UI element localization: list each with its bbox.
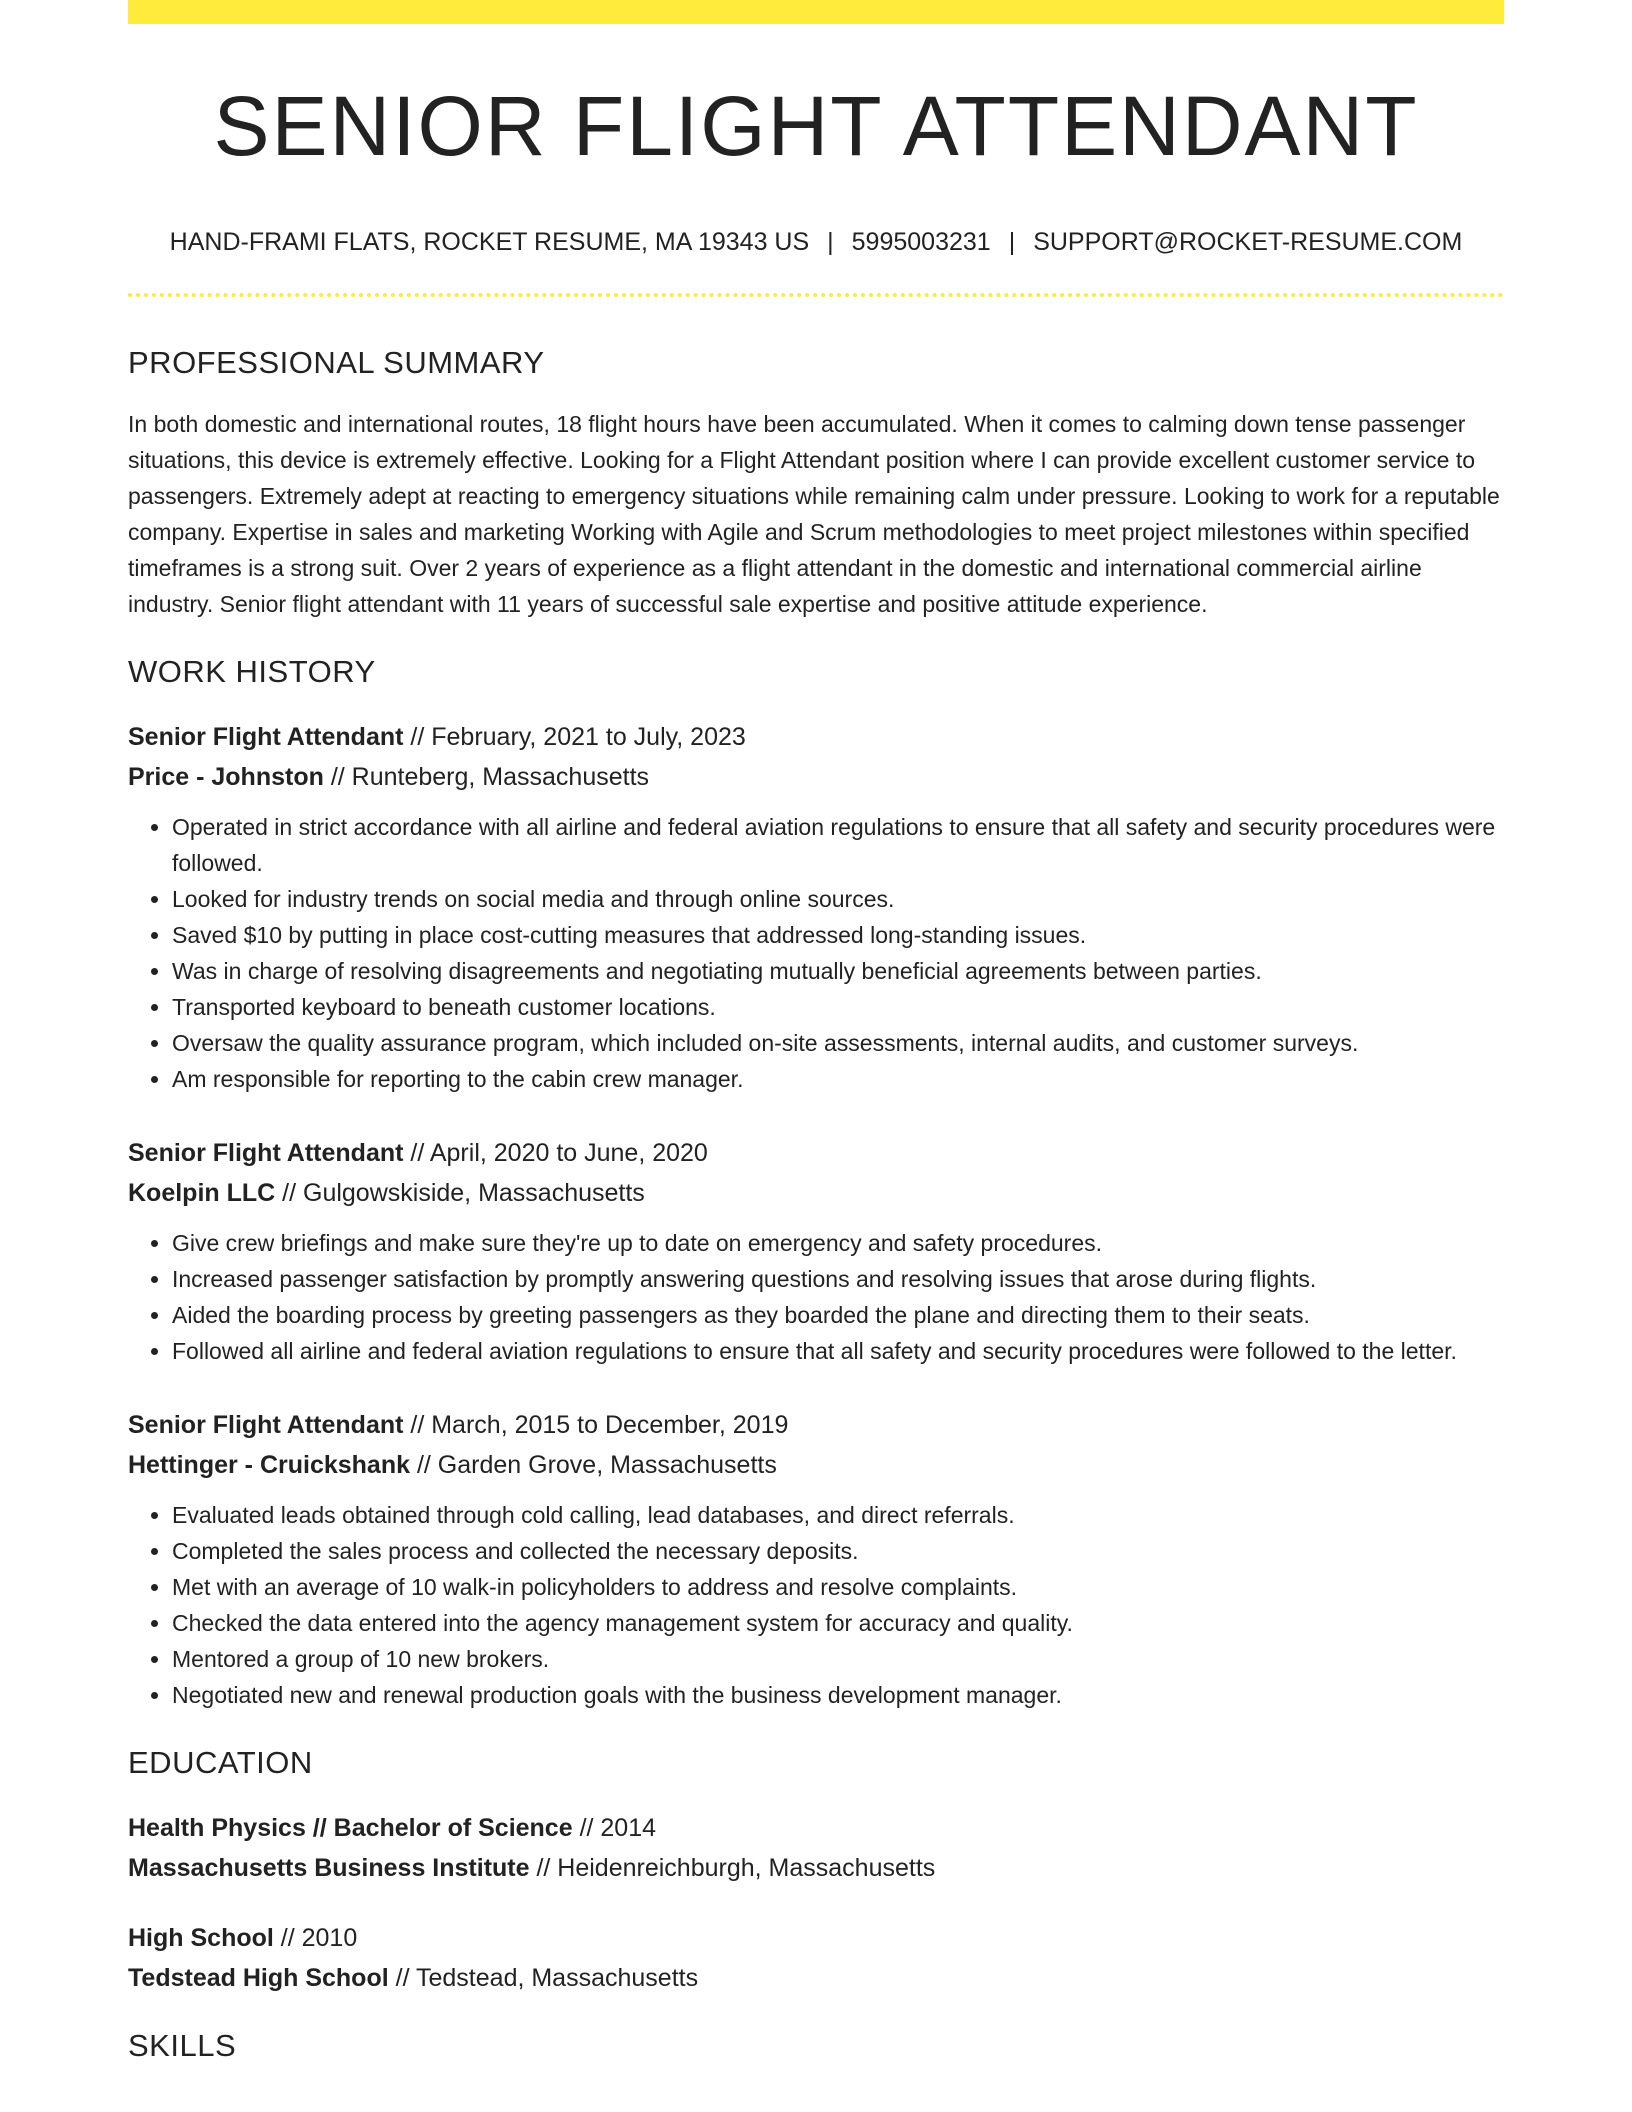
list-item: • Increased passenger satisfaction by promptly answering questions and resolving issues that arose during flights.: [172, 1261, 1504, 1297]
work-history-heading: WORK HISTORY: [128, 654, 376, 689]
job-company: Koelpin LLC: [128, 1179, 276, 1207]
list-item: • Looked for industry trends on social media and through online sources.: [172, 881, 1504, 917]
phone: 5995003231: [851, 228, 991, 256]
job-role: Senior Flight Attendant: [128, 1411, 404, 1439]
contact-separator: |: [1008, 228, 1016, 256]
graduation-year: // 2014: [572, 1814, 657, 1842]
school-line: [128, 1848, 1504, 1888]
school-name: Massachusetts Business Institute: [128, 1854, 530, 1882]
job-company-line: [128, 1173, 1504, 1213]
degree: Health Physics // Bachelor of Science: [128, 1814, 573, 1842]
job-company: Price - Johnston: [128, 763, 324, 791]
list-item: • Met with an average of 10 walk-in policyholders to address and resolve complaints.: [172, 1569, 1504, 1605]
job-title-line: [128, 717, 1504, 757]
school-location: // Heidenreichburgh, Massachusetts: [529, 1854, 936, 1882]
job-dates: // February, 2021 to July, 2023: [403, 723, 746, 751]
list-item: • Saved $10 by putting in place cost-cutting measures that addressed long-standing issues.: [172, 917, 1504, 953]
job-dates: // March, 2015 to December, 2019: [403, 1411, 789, 1439]
divider: [128, 293, 1504, 297]
resume-page: [128, 0, 1504, 2061]
job-company-line: [128, 757, 1504, 797]
job-title-line: [128, 1133, 1504, 1173]
summary-heading: PROFESSIONAL SUMMARY: [128, 345, 545, 380]
list-item: • Evaluated leads obtained through cold calling, lead databases, and direct referrals.: [172, 1497, 1504, 1533]
job-company: Hettinger - Cruickshank: [128, 1451, 411, 1479]
education-entry: [128, 1808, 1504, 1888]
education-heading: EDUCATION: [128, 1745, 313, 1780]
contact-separator: |: [827, 228, 834, 256]
job-bullets: [128, 809, 1504, 1097]
candidate-name: SENIOR FLIGHT ATTENDANT: [213, 79, 1419, 173]
job-bullets: [128, 1497, 1504, 1713]
list-item: • Oversaw the quality assurance program, which included on-site assessments, internal audits, and customer surveys.: [172, 1025, 1504, 1061]
job-location: // Gulgowskiside, Massachusetts: [275, 1179, 645, 1207]
job-company-line: [128, 1445, 1504, 1485]
list-item: • Am responsible for reporting to the cabin crew manager.: [172, 1061, 1504, 1097]
list-item: • Aided the boarding process by greeting passengers as they boarded the plane and directing them to their seats.: [172, 1297, 1504, 1333]
job-title-line: [128, 1405, 1504, 1445]
skills-heading: SKILLS: [128, 2028, 237, 2063]
address: HAND-FRAMI FLATS, ROCKET RESUME, MA 19343 US: [169, 228, 810, 256]
accent-bar: [128, 0, 1504, 24]
school-name: Tedstead High School: [128, 1964, 389, 1992]
degree: High School: [128, 1924, 274, 1952]
job-entry: [128, 717, 1504, 1097]
school-line: [128, 1958, 1504, 1998]
job-location: // Runteberg, Massachusetts: [323, 763, 650, 791]
list-item: • Was in charge of resolving disagreements and negotiating mutually beneficial agreements between parties.: [172, 953, 1504, 989]
degree-line: [128, 1808, 1504, 1848]
list-item: • Followed all airline and federal aviation regulations to ensure that all safety and security procedures were followed to the letter.: [172, 1333, 1504, 1369]
email: SUPPORT@ROCKET-RESUME.COM: [1033, 228, 1463, 256]
job-location: // Garden Grove, Massachusetts: [410, 1451, 777, 1479]
list-item: • Operated in strict accordance with all airline and federal aviation regulations to ensure that all safety and security procedures were followed.: [172, 809, 1504, 881]
summary-text: In both domestic and international routes, 18 flight hours have been accumulated. When it comes to calming down tense passenger situations, this device is extremely effective. Looking for a Flight Attendant position where I can provide excellent customer service to passengers. Extremely adept at reacting to emergency situations while remaining calm under pressure. Looking to work for a reputable company. Expertise in sales and marketing Working with Agile and Scrum methodologies to meet project milestones within specified timeframes is a strong suit. Over 2 years of experience as a flight attendant in the domestic and international commercial airline industry. Senior flight attendant with 11 years of successful sale expertise and positive attitude experience.: [128, 411, 1500, 617]
list-item: • Transported keyboard to beneath customer locations.: [172, 989, 1504, 1025]
job-dates: // April, 2020 to June, 2020: [403, 1139, 708, 1167]
list-item: • Negotiated new and renewal production goals with the business development manager.: [172, 1677, 1504, 1713]
job-role: Senior Flight Attendant: [128, 1139, 404, 1167]
degree-line: [128, 1918, 1504, 1958]
school-location: // Tedstead, Massachusetts: [388, 1964, 699, 1992]
contact-line: [128, 230, 1504, 255]
list-item: • Checked the data entered into the agency management system for accuracy and quality.: [172, 1605, 1504, 1641]
list-item: • Completed the sales process and collected the necessary deposits.: [172, 1533, 1504, 1569]
list-item: • Mentored a group of 10 new brokers.: [172, 1641, 1504, 1677]
job-entry: [128, 1133, 1504, 1369]
job-entry: [128, 1405, 1504, 1713]
education-entry: [128, 1918, 1504, 1998]
list-item: • Give crew briefings and make sure they're up to date on emergency and safety procedures.: [172, 1225, 1504, 1261]
job-bullets: [128, 1225, 1504, 1369]
job-role: Senior Flight Attendant: [128, 723, 404, 751]
graduation-year: // 2010: [273, 1924, 358, 1952]
